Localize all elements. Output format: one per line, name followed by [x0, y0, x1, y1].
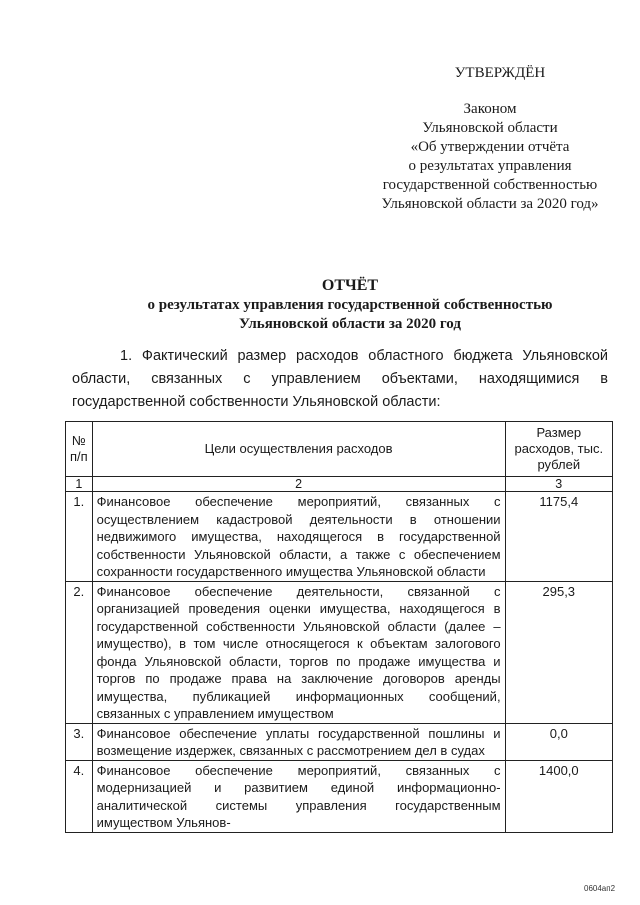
header-goal: Цели осуществления расходов [92, 422, 505, 477]
table-row [66, 581, 613, 723]
approval-line: Ульяновской области за 2020 год» [381, 196, 599, 212]
header-num: № п/п [66, 422, 93, 477]
row-goal: Финансовое обеспечение мероприятий, связанных с осуществлением кадастровой деятельности в отношении недвижимого имущества, находящегося в государственной собственности Ульяновской области, а также с обеспечением сохранности государственного имущества Ульяновской области [92, 492, 505, 582]
approval-line: «Об утверждении отчёта [410, 139, 570, 155]
table-index-row [66, 477, 613, 492]
approval-line: Законом [463, 101, 517, 117]
report-title [60, 276, 640, 334]
row-num: 2. [66, 581, 93, 723]
header-amount: Размер расходов, тыс. рублей [505, 422, 612, 477]
table-row [66, 760, 613, 832]
row-num: 1. [66, 492, 93, 582]
index-cell: 2 [92, 477, 505, 492]
approved-label: УТВЕРЖДЁН [454, 65, 546, 81]
intro-paragraph: 1. Фактический размер расходов областного бюджета Ульяновской области, связанных с управлением объектами, находящимися в государственной собственности Ульяновской области: [72, 348, 608, 410]
approval-line: о результатах управления [408, 158, 572, 174]
row-amount: 295,3 [505, 581, 612, 723]
row-goal: Финансовое обеспечение мероприятий, связанных с модернизацией и развитием единой информационно-аналитической системы управления государственным имуществом Ульянов- [92, 760, 505, 832]
row-goal: Финансовое обеспечение деятельности, связанной с организацией проведения оценки имущества, находящегося в государственной собственности Ульяновской области (далее – имущество), в том числе относящегося к объектам залогового фонда Ульяновской области, торгов по продаже имущества и торгов по продаже права на заключение договоров аренды имущества, публикацией информационных сообщений, связанных с управлением имуществом [92, 581, 505, 723]
approval-block [360, 64, 620, 214]
document-code: 0604ап2 [584, 884, 616, 893]
index-cell: 1 [66, 477, 93, 492]
row-num: 4. [66, 760, 93, 832]
title-sub-1: о результатах управления государственной собственностью [147, 297, 553, 313]
row-num: 3. [66, 723, 93, 760]
title-main: ОТЧЁТ [321, 277, 379, 294]
index-cell: 3 [505, 477, 612, 492]
table-row [66, 492, 613, 582]
row-amount: 1400,0 [505, 760, 612, 832]
expenses-table [65, 421, 613, 833]
approval-line: государственной собственностью [382, 177, 598, 193]
row-goal: Финансовое обеспечение уплаты государственной пошлины и возмещение издержек, связанных с рассмотрением дел в судах [92, 723, 505, 760]
row-amount: 1175,4 [505, 492, 612, 582]
title-sub-2: Ульяновской области за 2020 год [239, 316, 461, 332]
table-row [66, 723, 613, 760]
table-header-row [66, 422, 613, 477]
approval-line: Ульяновской области [422, 120, 558, 136]
row-amount: 0,0 [505, 723, 612, 760]
